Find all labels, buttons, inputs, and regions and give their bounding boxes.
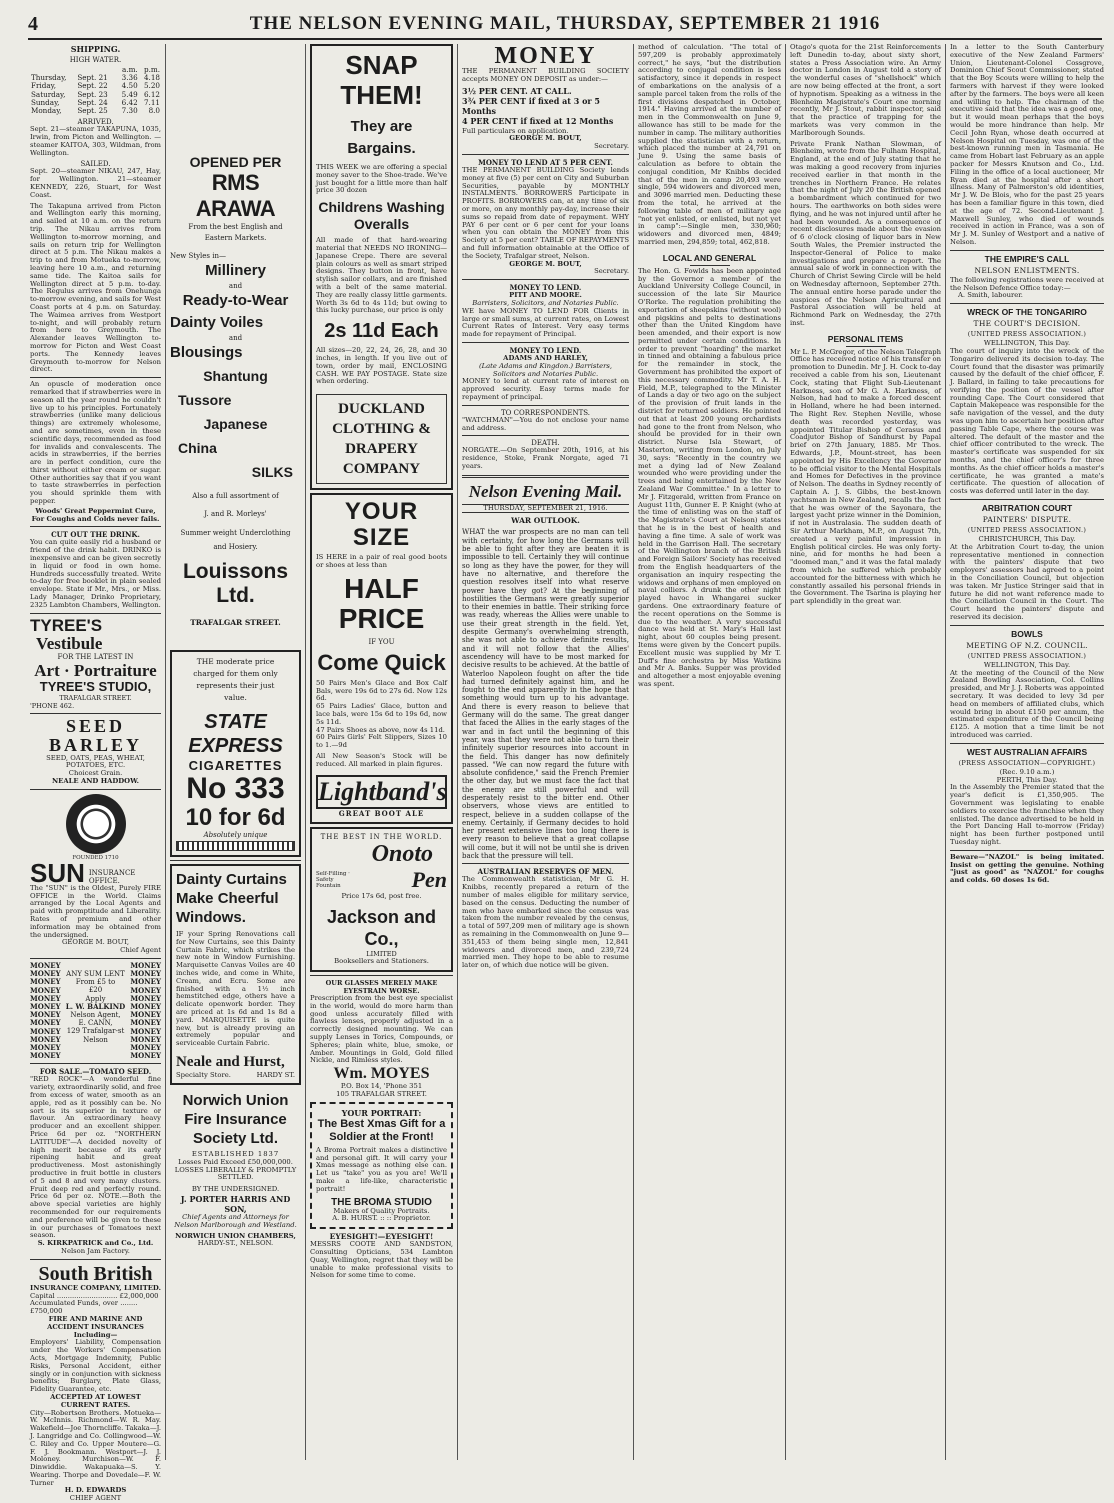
childrens-overalls: Childrens Washing Overalls bbox=[318, 199, 445, 233]
barley-title: BARLEY bbox=[48, 734, 142, 755]
sb-funds: Accumulated Funds, over ........ £750,000 bbox=[30, 1299, 138, 1316]
morleys: J. and R. Morleys' bbox=[204, 510, 267, 518]
secretary-title: Secretary. bbox=[594, 142, 629, 151]
dainty-voiles: Dainty Voiles bbox=[170, 314, 264, 331]
local-title: LOCAL AND GENERAL bbox=[662, 252, 757, 263]
sb-chief-title: CHIEF AGENT bbox=[69, 1494, 122, 1503]
moyes-addr: P.O. Box 14, 'Phone 351 bbox=[340, 1082, 423, 1091]
war-text: WHAT the war prospects are no man can tell with certainty, for how long the Germans will be able to fight after they are beaten it is impossible to tell. Certainly they will continue so long as they have the power, for they will have no alternative, and therefore the question resolves itself into what reserve power have they got? At the beginning of hostilities the Germans were greatly superior to their enemies in battle. Their striking force was ready, whereas the Allies were unable to use their great strength in the field. Yet, despite Germany's overwhelming strength, she was not able to achieve definite results, and it will not follow that the Allies' ascendency will have to be most marked for decisive results to be achieved. At the battle of Waterloo Napoleon fought on after the tide had turned definitely against him, and he fought to the end apparently in the hope that something would turn up to his advantage. And there is every reason to believe that Germany will do the same. The great danger that faced the Allies in the early stages of the war and in fact until the beginning of this year, was that they were not able to turn their infinitely superior resources into account in the field. This danger has now definitely passed. "We can now regard the future with absolute confidence," said the French Premier the other day, but we must face the fact that the enemy are still powerful and will desperately resist to the bitter end. Other observers, whose views are entitled to respect, believe in a sudden collapse of the enemy. Certainly, if Germany decides to hold her present extensive lines too long there is every reason to believe that a great collapse will come, but it will not be until she is driven back that the pressure will tell. bbox=[462, 528, 629, 861]
sun-emblem-icon bbox=[66, 794, 126, 854]
tyree-art: Art · Portraiture bbox=[34, 660, 157, 680]
money-lend-title: MONEY TO LEND AT 5 PER CENT. bbox=[478, 157, 613, 167]
shoe-item: 60 Pairs Girls' Felt Slippers, Sizes 10 to 1.—9d bbox=[316, 733, 447, 750]
fabric-item: China bbox=[178, 440, 217, 456]
column-4: MONEY THE PERMANENT BUILDING SOCIETY accepts MONEY ON DEPOSIT as under:— 3½ PER CENT. AT CALL. 3¾ PER CENT if fixed at 3 or 5 Months 4 PER CENT if fixed at 12 Months Full particulars on application. GEORGE M. BOUT, Secretary. MONEY TO LEND AT 5 PER CENT. THE PERMANENT BUILDING Society lends money at five (5) per cent on City and Suburban Securities, payable by MONTHLY INSTALMENTS. BORROWERS Participate in PROFITS. BORROWERS can, at any time of six or more, on any monthly pay-day, increase their sums so repaid from date of repayment. WHY PAY 6 per cent or 6 per cent for your loans when you can obtain the MONEY from this Society at 5 per cent? TABLE OF REPAYMENTS and full information obtainable at the Office of the Society, Trafalgar street, Nelson. GEORGE M. BOUT, Secretary. MONEY TO LEND. PITT AND MOORE. Barristers, Solicitors, and Notaries Public. WE have MONEY TO LEND FOR Clients in large or small sums, at current rates, on Lowest Current Rates of Interest. Very easy terms made for repayment of Principal. MONEY TO LEND. ADAMS AND HARLEY, (Late Adams and Kingdon.) Barristers, Solicitors and Notaries Public. MONEY to lend at current rate of interest on approved security. Easy terms made for repayment of principal. TO CORRESPONDENTS. "WATCHMAN"—You do not enclose your name and address. DEATH. NORGATE.—On September 20th, 1916, at his residence, Stoke, Frank Norgate, aged 71 years. Nelson Evening Mail. THURSDAY, SEPTEMBER 21, 1916. WAR OUTLOOK. WHAT the war prospects are no man can tell with certainty, for how long the Germans will be able to fight after they are beaten it is impossible to tell. Certainly they will continue so long as they have the power, for they will have no alternative, and therefore the question resolves itself into what reserve power have they got? At the beginning of hostilities the Germans were greatly superior to their enemies in battle. Their striking force was ready, whereas the Allies were unable to use their great strength in the field. Yet, despite Germany's overwhelming strength, she was not able to achieve definite results, and it will not follow that the Allies' ascendency will have to be most marked for decisive results to be achieved. At the battle of Waterloo Napoleon fought on after the tide had turned definitely against him, and he fought to the end apparently in the hope that something would turn up to his advantage. And there is every reason to believe that Germany will do the same. The great danger that faced the Allies in the early stages of the war and in fact until the beginning of this year, was that they were not able to turn their infinitely superior resources into account in the field. This danger has now definitely passed. "We can now regard the future with absolute confidence," said the French Premier the other day, but we must face the fact that the enemy are still powerful and will desperately resist to the bitter end. Other observers, whose views are entitled to respect, believe in a sudden collapse of the enemy. Certainly, if Germany decides to hold her present extensive lines too long there is every reason to believe that a great collapse will come, but it will not be until she is driven back that the pressure will tell. AUSTRALIAN RESERVES OF MEN. The Commonwealth statistician, Mr G. H. Knibbs, recently prepared a return of the number of males eligible for military service, based on the census. Deducting the number of men who have embarked since the census was taken from the number revealed by the census, a total of 597,209 men of military age is shown as remaining in the Commonwealth on June 9—351,453 of them being single men, 12,841 widowers and divorced men, and 239,724 married men. They hope to be able to resume later on, of which due notice will be given. bbox=[458, 44, 634, 1460]
norwich-chief: Chief Agents and Attorneys for Nelson Marlborough and Westland. bbox=[174, 1212, 297, 1229]
tide-row: Saturday, Sept. 23 5.49 6.12 bbox=[31, 89, 160, 99]
tomato-text: "RED ROCK"—A wonderful fine variety, extraordinarily solid, and free from excess of water, smooth as an apple, red as it possibly can be. No sort is its superior in texture or flavour. An extraordinary heavy producer and an excellent shipper. Price 6d per oz. "NORTHERN LATITUDE"—A decided novelty of high merit because of its early ripening habit and great productiveness. Most astonishingly productive in fruit bottle in clusters of 5 and 8 and very many clusters. Fruit deep red and perfectly round. Price 6d per oz. NOTE.—Both the above special varieties are highly recommended for our requirements and preference will be given to these in our purchases of Tomatoes next season. bbox=[30, 1075, 161, 1240]
pitt-firm: PITT AND MOORE. bbox=[509, 291, 582, 300]
money-line: Nelson bbox=[83, 1035, 108, 1044]
page-header bbox=[28, 10, 1102, 40]
trafalgar: TRAFALGAR STREET. bbox=[190, 618, 281, 627]
tide-row: Thursday, Sept. 21 3.36 4.18 bbox=[31, 73, 160, 83]
underclothing: Summer weight Underclothing and Hosiery. bbox=[180, 529, 291, 551]
ducklands-logo: DUCKLAND CLOTHING & DRAPERY COMPANY bbox=[316, 394, 447, 484]
glasses-text: Prescription from the best eye specialist in the world, would do more harm than good unless accurately filled with flawless lenses, properly adjusted in a correctly designed mounting. We can supply Lenses in Torics, Compounds, or Spheres; plain white, blue, smoke, or Amber. Mountings in Gold, Gold filled Nickle, and Rimless styles. bbox=[310, 994, 453, 1065]
rate-3: 4 PER CENT if fixed at 12 Months bbox=[462, 115, 614, 126]
norwich-title: Norwich Union Fire Insurance Society Ltd. bbox=[182, 1091, 289, 1147]
war-title: WAR OUTLOOK. bbox=[511, 516, 580, 526]
se-pack-icon bbox=[176, 841, 295, 851]
rate-2: 3¾ PER CENT if fixed at 3 or 5 Months bbox=[462, 95, 600, 116]
new-season: All New Season's Stock will be reduced. All marked in plain figures. bbox=[316, 751, 447, 768]
norwich-addr: HARDY-ST., NELSON. bbox=[197, 1239, 274, 1248]
overalls-text: All made of that hard-wearing material that NEEDS NO IRONING—Japanese Crepe. There are several plain colours as well as smart striped designs. They button in front, have stylish sailor collars, and are finished with a belt of the same material. They are really classy little garments. Worth 3s 6d to 4s 11d; but owing to this lucky purchase, our price is only bbox=[316, 236, 447, 315]
column-1 bbox=[26, 44, 166, 1503]
also-full: Also a full assortment of bbox=[192, 492, 279, 500]
arbitration-title: ARBITRATION COURT bbox=[981, 503, 1073, 514]
tyree-latest: FOR THE LATEST IN bbox=[57, 652, 134, 661]
bowls-text: At the meeting of the Council of the New Zealand Bowling Association, Col. Collins presided, and Mr J. J. Roberts was appointed secretary. It was decided to levy 3d per head on members of affiliated clubs, which would bring in about £150 per annum, the estimated expenditure of the Council being £125. A motion that a time limit be not introduced was carried. bbox=[950, 668, 1104, 739]
sb-agents: City—Robertson Brothers. Motueka—W. McInnis. Richmond—W. R. May. Wakefield—Joe Thorncliffe. Takaka—J. J. Langridge and Co. Collingwood—W. C. Riley and Co. Upper Moutere—G. F. J. Bookmann. Westport—J. J. Moloney. Murchison—W. F. Dinwiddie. Wakapuaka—S. Y. Wearing. Thorpe and Dovedale—F. W. Turner bbox=[30, 1408, 161, 1487]
bargains: They are Bargains. bbox=[347, 118, 416, 157]
curtains-title: Dainty Curtains Make Cheerful Windows. bbox=[176, 871, 287, 926]
lightband-sub: GREAT BOOT ALE bbox=[338, 808, 425, 818]
money-line: ANY SUM LENT bbox=[66, 970, 125, 978]
money-lend-text: THE PERMANENT BUILDING Society lends money at five (5) per cent on City and Suburban Securities, payable by MONTHLY INSTALMENTS. BORROWERS Participate in PROFITS. BORROWERS can, at any time of six or more, on any monthly pay-day, increase their sums so repaid from date of repayment. WHY PAY 6 per cent or 6 per cent for your loans when you can obtain the MONEY from this Society at 5 per cent? TABLE OF REPAYMENTS and full information obtainable at the Office of the Society, Trafalgar street, Nelson. bbox=[462, 165, 629, 260]
arrived-text: Sept. 21—steamer TAKAPUNA, 1035, Irwin, from Picton and Wellington. —steamer KAITOA, 303, Wildman, from Wellington. bbox=[30, 125, 161, 157]
snap-title: SNAP THEM! bbox=[340, 50, 423, 110]
if-you: IF YOU bbox=[368, 637, 395, 646]
onoto-tag: Self-Filling · Safety Fountain bbox=[316, 870, 350, 889]
money-line: E. CANN, bbox=[78, 1019, 113, 1028]
fabric-item: Shantung bbox=[203, 368, 268, 384]
neale-street: HARDY ST. bbox=[256, 1070, 295, 1079]
se-unique: Absolutely unique bbox=[203, 831, 268, 839]
death-text: NORGATE.—On September 20th, 1916, at his residence, Stoke, Frank Norgate, aged 71 years. bbox=[462, 446, 629, 470]
portrait-text: A Broma Portrait makes a distinctive and personal gift. It will carry your Xmas message as nothing else can. Let us "take" you as you are! We'll make a life-like, characteristic portrait! bbox=[316, 1145, 447, 1193]
onoto-price: Price 17s 6d, post free. bbox=[341, 891, 422, 900]
money-line: 129 Trafalgar-st bbox=[66, 1027, 125, 1036]
tyree-street: TRAFALGAR STREET. bbox=[59, 693, 132, 702]
sun-agent: GEORGE M. BOUT, bbox=[61, 938, 130, 947]
arbitration-text: At the Arbitration Court to-day, the union representative mentioned in connection with the painters' dispute that two employers' assessors had agreed to a point in the Conciliation Council, but objection was taken. Mr Justice Stringer said that in future he did not want reference made to the Conciliation Council in the Court. The Court heard the painters' dispute and reserved its decision. bbox=[950, 542, 1104, 622]
pitt-sub: Barristers, Solicitors, and Notaries Public. bbox=[472, 298, 619, 307]
louissons: Louissons bbox=[182, 560, 288, 583]
press-assoc: (UNITED PRESS ASSOCIATION.) bbox=[967, 330, 1087, 339]
tide-row: Sunday, Sept. 24 6.42 7.11 bbox=[31, 97, 160, 107]
inner-masthead-date: THURSDAY, SEPTEMBER 21, 1916. bbox=[462, 504, 629, 514]
norwich-by: BY THE UNDERSIGNED. bbox=[191, 1185, 280, 1194]
jackson-ltd: LIMITED bbox=[366, 950, 397, 959]
best-world: THE BEST IN THE WORLD. bbox=[320, 832, 443, 841]
masthead: THE NELSON EVENING MAIL, THURSDAY, SEPTEMBER 21 1916 bbox=[249, 13, 881, 34]
local-text: The Hon. G. Fowlds has been appointed by the Governor a member of the Auckland University College Council, in succession of the late Sir Maurice O'Rorke. The regulation prohibiting the exportation of sheepskins (without wool) and pigskins and pelts to destinations other than the United Kingdom have been amended, and their export is now permitted under certain conditions. In order to prevent "hoarding" the market in tinned and obtaining a fabulous price for the remainder in stock, the Government has prohibited the export of this necessary commodity. Mr T. A. H. Field, M.P., telegraphed to the Minister of Lands a day or two ago on the subject of the provision of fruit lands in the district for returned soldiers. He pointed out that at least 200 young orchardists had gone to the front from Nelson, who should be provided for in their own district. Nurse Isla Stewart, of Masterton, writing from London, on July 30, says: "Recently in the country we met a dying lad of New Zealand wounded who were providing under the trees and being entertained by the New Zealand War Committee." In a letter to Mr J. Fitzgerald, written from France on August 11th, Gunner E. P. Knight (who at the time of enlisting was on the staff of the Magistrate's Court at Nelson) states that he is in the best of health and having a fine time. A sale of work was held in the Garrison Hall. The secretary of the Wellington branch of the British and Foreign Sailors' Society has received from the English headquarters of the organisation an inquiry respecting the widows and orphans of men employed on naval colliers. A drunk the other night played havoc in Whangarei sucker gardens. One extraordinary feature of the recent operations on the Somme is due to the weather. A very successful dance was held at St. Mary's Hall last night, about 60 couples being present. Items were given by the Concert pupils. Excellent music was supplied by Mr T. Duff's fine orchestra by Miss Watkins and Mr A. Banks. Supper was provided and altogether a most enjoyable evening was spent. bbox=[638, 266, 781, 688]
onoto-ad bbox=[310, 827, 453, 973]
louissons-ltd: Ltd. bbox=[216, 584, 255, 607]
new-styles: New Styles in— bbox=[170, 252, 226, 260]
norwich-settled: LOSSES LIBERALLY & PROMPTLY SETTLED. bbox=[174, 1165, 297, 1182]
column-6 bbox=[786, 44, 946, 1460]
permanent-text: THE PERMANENT BUILDING SOCIETY accepts MONEY ON DEPOSIT as under:— bbox=[462, 67, 629, 83]
tide-pm-header: p.m. bbox=[144, 65, 160, 74]
money-head: MONEY bbox=[494, 43, 597, 69]
drinko-text: You can quite easily rid a husband or friend of the drink habit. DRINKO is inexpensive and can be given secretly in liquid or food in own home. Hundreds successfully treated. Write to-day for free booklet in plain sealed envelope. State if Mr., Mrs., or Miss. Lady Manager, Drinko Proprietary, 2325 Lambton Chambers, Wellington. bbox=[30, 538, 161, 609]
personal-title: PERSONAL ITEMS bbox=[827, 333, 904, 344]
tongariro-text: The court of inquiry into the wreck of the Tongariro delivered its decision to-day. The Court found that the disaster was primarily caused by the default of the chief officer, F. J. Ballard, in failing to take precautions for verifying the position of the vessel after rounding Cape. The Court considered that Captain Makepeace was responsible for the safe navigation of the vessel, and the duty was upon him to ascertain her position after passing Table Cape, where the course was altered. The default of the master and the chief officer contributed to the wreck. The master's certificate was suspended for six months, and the chief officer's for three months. As the chief officer holds a master's certificate, he was granted a mate's certificate. The question of allocation of costs was deferred until later in the day. bbox=[950, 346, 1104, 496]
tongariro-title: WRECK OF THE TONGARIRO bbox=[967, 307, 1087, 318]
se-price: 10 for 6d bbox=[185, 804, 286, 831]
tongariro-dateline: WELLINGTON, This Day. bbox=[983, 339, 1071, 348]
empire-sub: NELSON ENLISTMENTS. bbox=[974, 265, 1080, 275]
personal-text: Mr L. P. McGregor, of the Nelson Telegraph Office has received notice of his transfer on promotion to Dunedin. Mr J. H. Cock to-day received a cable from his son, Lieutenant Cock, stating that Flight Sub-Lieutenant Harkness, son of Mr G. A. Harkness, of Nelson, had had to make a forced descent in Holland, where he had been interned. The Right Rev. Stephen Neville, whose death was recorded yesterday, was appointed Titular Bishop of Cerasus and Coadjutor Bishop of Sandhurst by Papal brief on 27th January, 1885. Mr Thos. Edwards, J.P., Mount-street, has been appointed by His Excellency the Governor to be official visitor to the Mental Hospitals and Homes for Defectives in the province of Nelson. The deaths in Sydney recently of Captain A. J. S. Gibbs, the best-known yachtsman in New Zealand, recalls the fact that he was owner of the Sayonara, the largest yacht prize winner in the Dominion, if not in Australasia. The sudden death of Sir Arthur Markham, M.P., on August 7th, created a very painful impression in English political circles. He was only forty-nine, and for months he had been a "doomed man," and it was the fatal malady from which he suffered which probably accounted for the bitterness with which he constantly assailed his personal friends in the Government. The Tsarina is playing her part splendidly in the great war. bbox=[790, 347, 941, 606]
neale-hurst: Neale and Hurst, bbox=[176, 1053, 285, 1070]
correspondents-text: "WATCHMAN"—You do not enclose your name and address. bbox=[462, 415, 629, 432]
tyree-phone: 'PHONE 462. bbox=[30, 701, 75, 710]
state-express-ad bbox=[170, 650, 301, 857]
tyree-vestibule: Vestibule bbox=[36, 633, 103, 653]
se-cigarettes: CIGARETTES bbox=[188, 758, 283, 773]
sizes-text: All sizes—20, 22, 24, 26, 28, and 30 inches, in length. If you live out of town, order by mail, ENCLOSING CASH. WE PAY POSTAGE. State size when ordering. bbox=[316, 346, 447, 386]
seed-choicest: Choicest Grain. bbox=[68, 769, 123, 778]
death-title: DEATH. bbox=[531, 439, 560, 448]
money-line: L. W. BALKIND bbox=[65, 1001, 126, 1011]
high-water-title: HIGH WATER. bbox=[69, 56, 122, 64]
your-size-text: IS HERE in a pair of real good boots or shoes at less than bbox=[316, 553, 447, 569]
se-number: No 333 bbox=[186, 772, 285, 805]
from-best: From the best English and Eastern Markets. bbox=[188, 223, 283, 242]
onoto: Onoto bbox=[371, 840, 433, 867]
tomato-firm2: Nelson Jam Factory. bbox=[61, 1246, 130, 1255]
adams-title: MONEY TO LEND. bbox=[509, 345, 582, 355]
bowls-sub: MEETING OF N.Z. COUNCIL. bbox=[966, 640, 1088, 650]
seed-title: SEED bbox=[65, 715, 126, 736]
tide-row: Friday, Sept. 22 4.50 5.20 bbox=[31, 81, 160, 91]
money-line: From £5 to bbox=[75, 978, 116, 987]
column-7: In a letter to the South Canterbury executive of the New Zealand Farmers' Union, Lieutenant-Colonel Cossgrove, Dominion Chief Scout Commissioner, stated that the Boy Scouts were willing to help the farmers with harvest if they were looked after by the farmers. The boys were all keen and willing to help. The chairman of the executive said that the idea was a good one, but it would mean perhaps that the boys would be more hindrance than help. Mr Cecil John Ryan, whose death occurred at Nelson Hospital on Tuesday, was one of the best-known running men in Tasmania. He came from Hobart last February as an apple packer for Messrs Knutson and Co., Ltd. Filing in the office of a local auctioneer, Mr Ryan died at the hospital after a short illness. Many of Palmerston's old identities, Mr J. W. De Blois, who for the past 25 years has been a familiar figure in this town, died at the age of 72. Second-Lieutenant J. Maxwell Sunley, who died of wounds received in action in France, was a son of Mr J. M. Sunley of Westport and a native of Nelson. THE EMPIRE'S CALL NELSON ENLISTMENTS. The following registrations were received at the Nelson Defence Office today:— A. Smith, labourer. WRECK OF THE TONGARIRO THE COURT'S DECISION. (UNITED PRESS ASSOCIATION.) WELLINGTON, This Day. The court of inquiry into the wreck of the Tongariro delivered its decision to-day. The Court found that the disaster was primarily caused by the default of the chief officer, F. J. Ballard, in failing to take precautions for verifying the position of the vessel after rounding Cape. The Court considered that Captain Makepeace was responsible for the safe navigation of the vessel, and the duty was upon him to ascertain her position after passing Table Cape, where the course was altered. The default of the master and the chief officer contributed to the wreck. The master's certificate was suspended for six months, and the chief officer's for three months. As the chief officer holds a master's certificate, he was granted a mate's certificate. The question of allocation of costs was deferred until later in the day. ARBITRATION COURT PAINTERS' DISPUTE. (UNITED PRESS ASSOCIATION.) CHRISTCHURCH, This Day. At the Arbitration Court to-day, the union representative mentioned in connection with the painters' dispute that two employers' assessors had agreed to a point in the Conciliation Council, but objection was taken. Mr Justice Stringer said that in future he did not want reference made to the Conciliation Council in the Court. The Court heard the painters' dispute and reserved its decision. BOWLS MEETING OF N.Z. COUNCIL. (UNITED PRESS ASSOCIATION.) WELLINGTON, This Day. At the meeting of the Council of the New Zealand Bowling Association, Col. Collins presided, and Mr J. J. Roberts was appointed secretary. It was decided to levy 3d per head on members of affiliated clubs, which would bring in about £150 per annum, the estimated expenditure of the Council being £125. A motion that a time limit be not introduced was carried. WEST AUSTRALIAN AFFAIRS (PRESS ASSOCIATION—COPYRIGHT.) (Rec. 9.10 a.m.) PERTH, This Day. In the Assembly the Premier stated that the year's deficit is £1,350,905. The Government was legislating to enable soldiers to exercise the franchise when they enlisted. The dance advertised to be held in the Port Dancing Hall to-morrow (Friday) night has been further postponed until Tuesday night. Beware—"NAZOL" is being imitated. Insist on getting the genuine. Nothing "just as good" as "NAZOL" for coughs and colds. 60 doses 1s 6d. bbox=[950, 43, 1104, 885]
tomato-firm: S. KIRKPATRICK and Co., Ltd. bbox=[37, 1239, 154, 1248]
seed-firm: NEALE AND HADDOW. bbox=[51, 777, 140, 786]
money-line: £20 bbox=[88, 986, 103, 995]
shipping-title: SHIPPING. bbox=[70, 44, 121, 54]
blousings: Blousings bbox=[170, 344, 243, 361]
shipping-news: The Takapuna arrived from Picton and Wellington early this morning, and sailed at 10 a.m. on the return trip. The Nikau arrives from Wellington to-morrow morning, and sails on return trip for Wellington direct at 5 p.m. The Nikau makes a trip to and from Motueka to-morrow, leaving here 10 a.m., and returning same tide. The Kaitoa sails for Wellington direct at 5 p.m. to-day. The Regulus arrives from Onehunga to-morrow evening, and sails for West Coast ports at 4 p.m. on Saturday. The Waimea arrives from Westport to-night, and will probably return from here to Greymouth. The Alexander leaves Wellington to-morrow for Picton and West Coast ports. The Kennedy leaves Greymouth to-morrow for Nelson direct. bbox=[30, 201, 161, 374]
se-brand: STATE EXPRESS bbox=[188, 711, 283, 757]
wa-press: (PRESS ASSOCIATION—COPYRIGHT.) bbox=[958, 758, 1096, 767]
south-british-title: South British bbox=[38, 1262, 153, 1285]
broma-sub: Makers of Quality Portraits. bbox=[333, 1206, 430, 1215]
portrait-head: YOUR PORTRAIT: bbox=[341, 1107, 422, 1118]
arrived-title: ARRIVED. bbox=[77, 118, 114, 127]
inner-masthead: Nelson Evening Mail. bbox=[468, 481, 623, 501]
come-quick: Come Quick bbox=[317, 649, 446, 675]
arbitration-sub: PAINTERS' DISPUTE. bbox=[982, 515, 1072, 525]
sun-text: The "SUN" is the Oldest, Purely FIRE OFFICE in the World. Claims arranged by the Local Agents and paid with promptitude and Liberality. Rates of premium and other information may be obtained from the undersigned. bbox=[30, 883, 161, 939]
portrait-title: The Best Xmas Gift for a Soldier at the Front! bbox=[317, 1117, 446, 1143]
sun-sub: INSURANCE OFFICE. bbox=[88, 868, 136, 885]
tongariro-sub: THE COURT'S DECISION. bbox=[973, 319, 1081, 329]
adams-text: MONEY to lend at current rate of interest on approved security. Easy terms made for repayment of principal. bbox=[462, 377, 629, 401]
sb-capital: Capital ............................ £2,000,000 bbox=[30, 1291, 159, 1300]
otago-text: Otago's quota for the 21st Reinforcements left Dunedin to-day, about sixty short, states a Press Association wire. An Army doctor in London in August told a story of the wonderful cases of "shellshock" which are now being effected at the front, a sort of hypnotism. Speaking as a witness in the Blenheim Magistrate's Court one morning recently, Mr J. Stout, rabbit inspector, said that the practice of trapping for the markets was very common in the Marlborough Sounds. bbox=[790, 43, 941, 137]
millinery: Millinery bbox=[205, 262, 266, 279]
your-size: YOUR SIZE bbox=[344, 498, 419, 552]
moyes: Wm. MOYES bbox=[333, 1065, 430, 1083]
broma-prop: A. B. HURST. :: :: Proprietor. bbox=[332, 1214, 431, 1223]
drinko-title: CUT OUT THE DRINK. bbox=[51, 530, 140, 540]
sb-types: FIRE AND MARINE AND ACCIDENT INSURANCES Including— bbox=[47, 1314, 144, 1339]
ready-to-wear: Ready-to-Wear bbox=[182, 292, 289, 309]
pitt-text: WE have MONEY TO LEND FOR Clients in large or small sums, at current rates, on Lowest Current Rates of Interest. Very easy terms made for repayment of Principal. bbox=[462, 306, 629, 339]
curtains-text: IF your Spring Renovations call for New Curtains, see this Dainty Curtain Fabric, which strikes the new note in Window Furnishing. Marquisette Canvas Voiles are 40 inches wide, and come in White, Cream, and Ecru. Some are finished with a 1½ inch hemstitched edge, others have a delicate openwork border. They are priced at 1s 6d and 1s 8d a yard. MARQUISETTE is quite new, but is already proving an extremely popular and serviceable Curtain Fabric. bbox=[176, 930, 295, 1048]
bowls-dateline: WELLINGTON, This Day. bbox=[983, 660, 1071, 669]
boots-ad bbox=[310, 493, 453, 823]
sun-emblem-text: FOUNDED 1710 bbox=[72, 854, 119, 861]
broma: THE BROMA STUDIO bbox=[331, 1196, 432, 1208]
fabric-item: Japanese bbox=[203, 416, 268, 432]
empire-name: A. Smith, labourer. bbox=[958, 291, 1023, 300]
sb-list: Employers' Liability, Compensation under the Workers' Compensation Acts, Mortgage Indemnity, Public Risks, Personal Accident, either singly or in conjunction with sickness benefits; Burglary, Plate Glass, Fidelity Guarantee, etc. bbox=[30, 1338, 161, 1394]
full-particulars: Full particulars on application. bbox=[462, 126, 569, 135]
norwich-losses: Losses Paid Exceed £50,000,000. bbox=[178, 1157, 293, 1166]
lightband-logo: Lightband's bbox=[316, 775, 447, 809]
adams-firm: ADAMS AND HARLEY, bbox=[503, 353, 588, 362]
column-3 bbox=[306, 44, 458, 1460]
tide-row: Monday, Sept. 25 7.30 8.0 bbox=[31, 106, 160, 116]
shoe-item: 65 Pairs Ladies' Glace, button and lace bals, were 15s 6d to 19s 6d, now 5s 11d. bbox=[316, 702, 447, 726]
tyree-studio: TYREE'S STUDIO, bbox=[39, 678, 152, 694]
south-canterbury-text: In a letter to the South Canterbury executive of the New Zealand Farmers' Union, Lieutenant-Colonel Cossgrove, Dominion Chief Scout Commissioner, stated that the Boy Scouts were willing to help the farmers with harvest if they were looked after by the farmers. The boys were all keen and willing to help. The chairman of the executive said that the idea was a good one, but it would mean perhaps that the boys would be more hindrance than help. Mr Cecil John Ryan, whose death occurred at Nelson Hospital on Tuesday, was one of the best-known running men in Tasmania. He came from Hobart last February as an apple packer for Messrs Knutson and Co., Ltd. Filing in the office of a local auctioneer, Mr Ryan died at the hospital after a short illness. Many of Palmerston's old identities, Mr J. W. De Blois, who for the past 25 years has been a familiar figure in this town, died at the age of 72. Second-Lieutenant J. Maxwell Sunley, who died of wounds received in action in France, was a son of Mr J. M. Sunley of Westport and a native of Nelson. bbox=[950, 43, 1104, 246]
half: HALF bbox=[344, 572, 419, 604]
money-line: Apply bbox=[85, 994, 106, 1003]
snap-text: THIS WEEK we are offering a special money saver to the Shoe-trade. We've just bought for a little more than half price 30 dozen bbox=[316, 163, 447, 195]
woods-ad: Woods' Great Peppermint Cure, For Coughs and Colds never fails. bbox=[31, 506, 160, 523]
shoe-item: 47 Pairs Shoes as above, now 4s 11d. bbox=[316, 725, 445, 734]
broma-ad bbox=[310, 1102, 453, 1229]
arbitration-dateline: CHRISTCHURCH, This Day. bbox=[978, 535, 1076, 544]
column-5 bbox=[634, 44, 786, 1460]
pen: Pen bbox=[411, 866, 447, 892]
empire-text: The following registrations were received at the Nelson Defence Office today:— bbox=[950, 275, 1104, 292]
wa-rec: (Rec. 9.10 a.m.) bbox=[999, 767, 1055, 776]
column-2: OPENED PER RMS ARAWA From the best English and Eastern Markets. New Styles in— Millinery and Ready-to-Wear Dainty Voiles and Blousings Shantung Tussore Japanese China SILKS Also a full assortment of J. and R. Morleys' Summer weight Underclothing and Hosiery. Louissons Ltd. TRAFALGAR STREET. THE moderate price charged for them only represents their just value. STATE EXPRESS CIGARETTES No 333 10 for 6d Absolutely unique Dainty Curtains Make Cheerful Windows. IF your Spring Renovations call for New Curtains, see this Dainty Curtain Fabric, which strikes the new note in Window Furnishing. Marquisette Canvas Voiles are 40 inches wide, and come in White, Cream, and Ecru. Some are finished with a 1½ inch hemstitched edge, others have a delicate openwork border. They are priced at 1s 6d and 1s 8d a yard. MARQUISETTE is quite new, but is already proving an extremely popular and serviceable Curtain Fabric. Neale and Hurst, Specialty Store. HARDY ST. Norwich Union Fire Insurance Society Ltd. ESTABLISHED 1837 Losses Paid Exceed £50,000,000. LOSSES LIBERALLY & PROMPTLY SETTLED. BY THE UNDERSIGNED. J. PORTER HARRIS AND SON, Chief Agents and Attorneys for Nelson Marlborough and Westland. NORWICH UNION CHAMBERS, HARDY-ST., NELSON. bbox=[166, 44, 306, 1460]
tide-am-header: a.m. bbox=[122, 65, 138, 74]
shoe-item: 50 Pairs Men's Glace and Box Calf Bals, were 19s 6d to 27s 6d. Now 12s 6d. bbox=[316, 678, 447, 703]
norwich-agents: J. PORTER HARRIS AND SON, bbox=[180, 1193, 291, 1214]
norwich-chambers: NORWICH UNION CHAMBERS, bbox=[175, 1231, 296, 1240]
adams-sub: (Late Adams and Kingdon.) Barristers, Solicitors and Notaries Public. bbox=[478, 361, 613, 378]
seed-text: SEED, OATS, PEAS, WHEAT, POTATOES, ETC. bbox=[46, 753, 145, 770]
wa-dateline: PERTH, This Day. bbox=[996, 775, 1058, 784]
price-word: PRICE bbox=[338, 602, 425, 634]
sailed-text: Sept. 20—steamer NIKAU, 247, Hay, for Wellington. 21—steamer KENNEDY, 226, Stuart, for West Coast. bbox=[30, 167, 161, 199]
tyree-name: TYREE'S bbox=[30, 615, 103, 635]
correspondents-title: TO CORRESPONDENTS. bbox=[500, 408, 591, 417]
method-text: method of calculation. "The total of 597,209 is probably approximately correct," he says, "but the distribution according to conjugal condition is less satisfactory, since it depends in respect of embarkations on the analysis of a sample parcel taken from the rolls of the first divisions despatched in October, 1914." Having arrived at the number of men in the Commonwealth on June 9, allowance has still to be made for the number in camp. The military authorities supplied the statistician with a return, which placed the number at 24,791 on June 9. Using the same basis of calculation as before to obtain the conjugal condition, Mr Knibbs decided that of the men in camp 20,493 were single, 594 widowers and divorced men, and 3096 married men. Deducting these from the total, he arrived at the following table of men of military age "not yet enlisted, or enlisted, but not yet in camp":—Single men, 330,960; widowers and divorced men, 4849; married men, 294,859; total, 462,818. bbox=[638, 43, 781, 246]
pitt-title: MONEY TO LEND. bbox=[509, 283, 582, 293]
reserves-title: AUSTRALIAN RESERVES OF MEN. bbox=[477, 867, 614, 877]
empire-title: THE EMPIRE'S CALL bbox=[984, 253, 1070, 264]
snap-ad bbox=[310, 44, 453, 490]
secretary: GEORGE M. BOUT, bbox=[509, 134, 582, 143]
ship-name: RMS ARAWA bbox=[195, 170, 276, 221]
curtains-ad bbox=[170, 864, 301, 1085]
fabric-item: SILKS bbox=[251, 464, 293, 480]
reserves-text: The Commonwealth statistician, Mr G. H. Knibbs, recently prepared a return of the number of males eligible for military service, based on the census. Deducting the number of men who have embarked since the census was taken from the number revealed by the census, a total of 597,209 men of military age is shown as remaining in the Commonwealth on June 9—351,453 of them being single men, 12,841 widowers and divorced men, and 239,724 married men. They hope to be able to resume later on, of which due notice will be given. bbox=[462, 875, 629, 970]
sun-title: SUN bbox=[30, 857, 85, 888]
slowman-text: Private Frank Nathan Slowman, of Blenheim, wrote from the Fulham Hospital, England, at the end of July stating that he was making a good recovery from injuries received earlier in that month in the trenches in Northern France. He relates that the night of July 20 the British opened a bombardment which continued for two hours. The earthworks on both sides were flying, and he was not injured until after he had been wounded. As a consequence of recent disclosures made about the evasion of 6 o'clock closing of liquor bars in New South Wales, the Premier instructed the Inspector-General of Police to make investigations and prepare a report. The annual sale of work in connection with the Church of Christ Sewing Circle will be held on Wednesday afternoon, September 27th. The annual entire horse parade under the auspices of the Nelson Agricultural and Pastoral Association will be held at Richmond Park on Wednesday, the 27th inst. bbox=[790, 139, 941, 327]
jackson: Jackson and Co., bbox=[326, 907, 437, 950]
sb-chief: H. D. EDWARDS bbox=[64, 1486, 127, 1495]
south-british-sub: INSURANCE COMPANY, LIMITED. bbox=[30, 1283, 161, 1292]
jackson-sub: Booksellers and Stationers. bbox=[334, 957, 429, 966]
sun-agent-title: Chief Agent bbox=[120, 946, 161, 955]
money-lent-ad: MONEY MONEY MONEY MONEY MONEY MONEY MONEY MONEY MONEY MONEY MONEY MONEY ANY SUM LENT From £5 to £20 Apply L. W. BALKIND Nelson Agent, E. CANN, 129 Trafalgar-st Nelson MONEY MONEY MONEY MONEY MONEY MONEY MONEY MONEY MONEY MONEY MONEY MONEY bbox=[30, 961, 161, 1061]
rate-1: 3½ PER CENT. AT CALL. bbox=[462, 85, 572, 96]
se-box-text: THE moderate price charged for them only represents their just value. bbox=[193, 657, 278, 702]
wa-text: In the Assembly the Premier stated that the year's deficit is £1,350,905. The Government was legislating to enable soldiers to exercise the franchise when they enlisted. The dance advertised to be held in the Port Dancing Hall to-morrow (Friday) night has been further postponed until Tuesday night. bbox=[950, 783, 1104, 846]
eyesight-text: MESSRS COOTE AND SANDSTON, Consulting Opticians, 534 Lambton Quay, Wellington, regret that they will be unable to make professional visits to Nelson for some time to come. bbox=[310, 1240, 453, 1280]
money-line: Nelson Agent, bbox=[70, 1011, 121, 1020]
glasses-title: OUR GLASSES MERELY MAKE EYESTRAIN WORSE. bbox=[325, 979, 438, 996]
opened-per: OPENED PER bbox=[189, 154, 282, 170]
tide-table bbox=[30, 66, 161, 115]
nazol-ad: Beware—"NAZOL" is being imitated. Insist on getting the genuine. Nothing "just as good" as "NAZOL" for coughs and colds. 60 doses 1s 6d. bbox=[950, 852, 1104, 885]
norwich-est: ESTABLISHED 1837 bbox=[191, 1149, 280, 1158]
sb-accepted: ACCEPTED AT LOWEST CURRENT RATES. bbox=[50, 1392, 141, 1409]
tomato-title: FOR SALE.—TOMATO SEED. bbox=[39, 1067, 152, 1077]
fabric-item: Tussore bbox=[178, 392, 232, 408]
neale-sub: Specialty Store. bbox=[176, 1070, 231, 1079]
bowls-title: BOWLS bbox=[1011, 628, 1043, 639]
overalls-price: 2s 11d Each bbox=[324, 320, 439, 343]
page-number: 4 bbox=[28, 12, 38, 35]
eyesight: EYESIGHT!—EYESIGHT! bbox=[329, 1232, 434, 1242]
sailed-title: SAILED. bbox=[80, 160, 111, 169]
moyes-street: 105 TRAFALGAR STREET. bbox=[336, 1090, 427, 1099]
strawberry-article: An opuscle of moderation once remarked that if strawberries were in season all the year round he couldn't live up to his principles. Fortunately strawberries (unlike many delicious things) are extremely wholesome, and are sometimes, even in these scientific days, recommended as food for invalids and convalescents. The acids in strawberries, if the berries are in perfect condition, cure the thirst without either cream or sugar. Other authorities say that if you want to taste strawberries in perfection you should sprinkle them with pepper. bbox=[30, 380, 161, 506]
wa-title: WEST AUSTRALIAN AFFAIRS bbox=[966, 746, 1088, 757]
